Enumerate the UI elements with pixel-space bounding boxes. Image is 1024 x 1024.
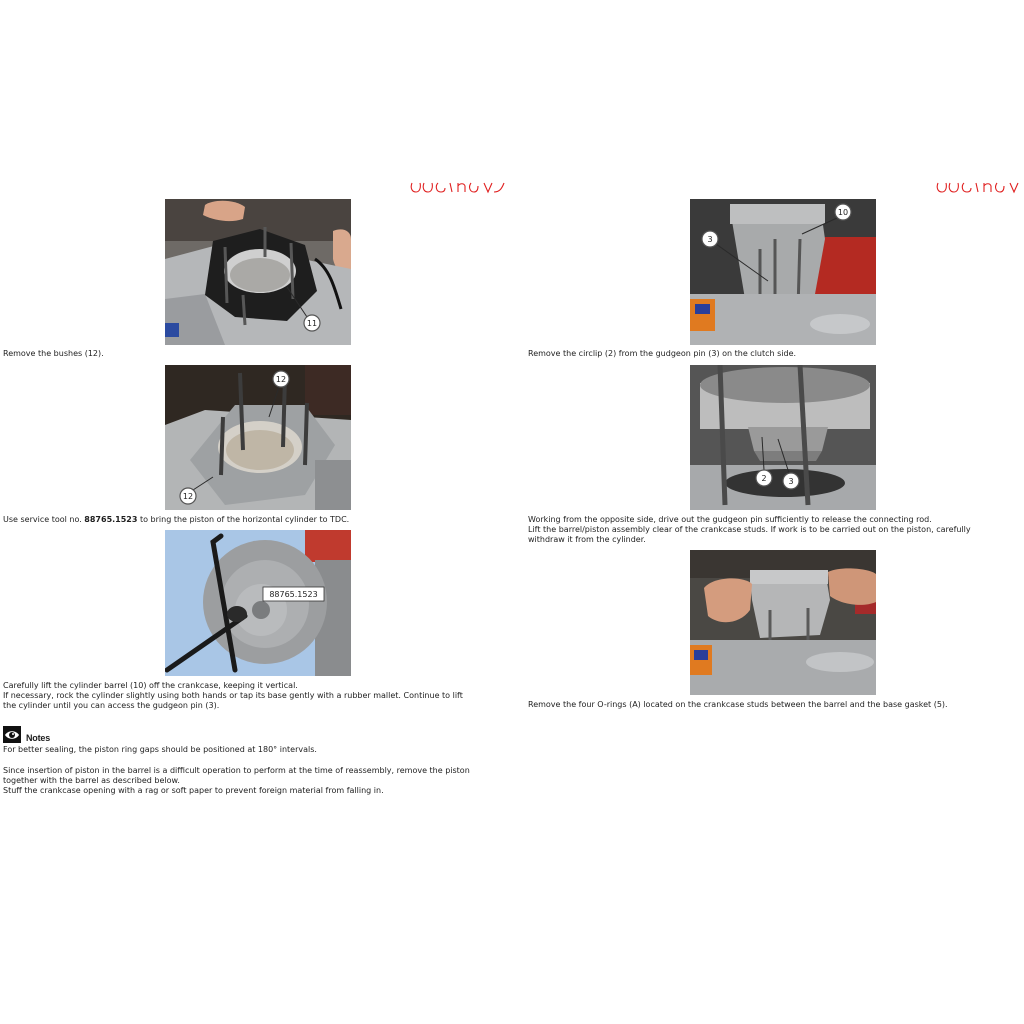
caption-remove-orings: Remove the four O-rings (A) located on the crankcase studs between the barrel and the base gasket (5). (528, 700, 948, 709)
notes-title: Notes (26, 733, 51, 743)
callout-label: 10 (837, 208, 849, 217)
watermark-left (408, 180, 514, 196)
eye-icon (3, 726, 21, 743)
callout-label: 12 (182, 492, 194, 501)
callout-label: 3 (707, 235, 713, 244)
note-text: For better sealing, the piston ring gaps should be positioned at 180° intervals. (3, 745, 317, 754)
tool-label: 88765.1523 (269, 590, 318, 599)
caption-service-tool (3, 515, 349, 525)
caption-line: the cylinder until you can access the gudgeon pin (3). (3, 701, 220, 710)
callout-label: 11 (306, 319, 318, 328)
caption-text: to bring the piston of the horizontal cylinder to TDC. (137, 515, 350, 524)
callout-label: 2 (761, 474, 767, 483)
paragraph-line: Stuff the crankcase opening with a rag or soft paper to prevent foreign material from falling in. (3, 786, 384, 795)
watermark-right (934, 180, 1024, 196)
photo-service-tool (165, 530, 351, 676)
callout-label: 12 (275, 375, 287, 384)
photo-gasket-plate (165, 199, 351, 345)
callout-label: 3 (788, 477, 794, 486)
photo-cylinder-barrel (690, 199, 876, 345)
caption-remove-bushes: Remove the bushes (12). (3, 349, 104, 358)
caption-line: Working from the opposite side, drive out the gudgeon pin sufficiently to release the connecting rod. (528, 515, 932, 524)
caption-line: withdraw it from the cylinder. (528, 535, 646, 544)
caption-line: Carefully lift the cylinder barrel (10) off the crankcase, keeping it vertical. (3, 681, 298, 690)
caption-line: Lift the barrel/piston assembly clear of the crankcase studs. If work is to be carried out on the piston, carefully (528, 525, 971, 534)
caption-text: Use service tool no. (3, 515, 85, 524)
caption-line: If necessary, rock the cylinder slightly using both hands or tap its base gently with a rubber mallet. Continue to lift (3, 691, 463, 700)
paragraph-line: Since insertion of piston in the barrel is a difficult operation to perform at the time of reassembly, remove the piston (3, 766, 470, 775)
tool-number: 88765.1523 (84, 515, 138, 524)
photo-lift-barrel (690, 550, 876, 695)
paragraph-line: together with the barrel as described below. (3, 776, 180, 785)
caption-remove-circlip: Remove the circlip (2) from the gudgeon pin (3) on the clutch side. (528, 349, 797, 358)
photo-cylinder-bushes (165, 365, 351, 510)
photo-gudgeon-pin (690, 365, 876, 510)
